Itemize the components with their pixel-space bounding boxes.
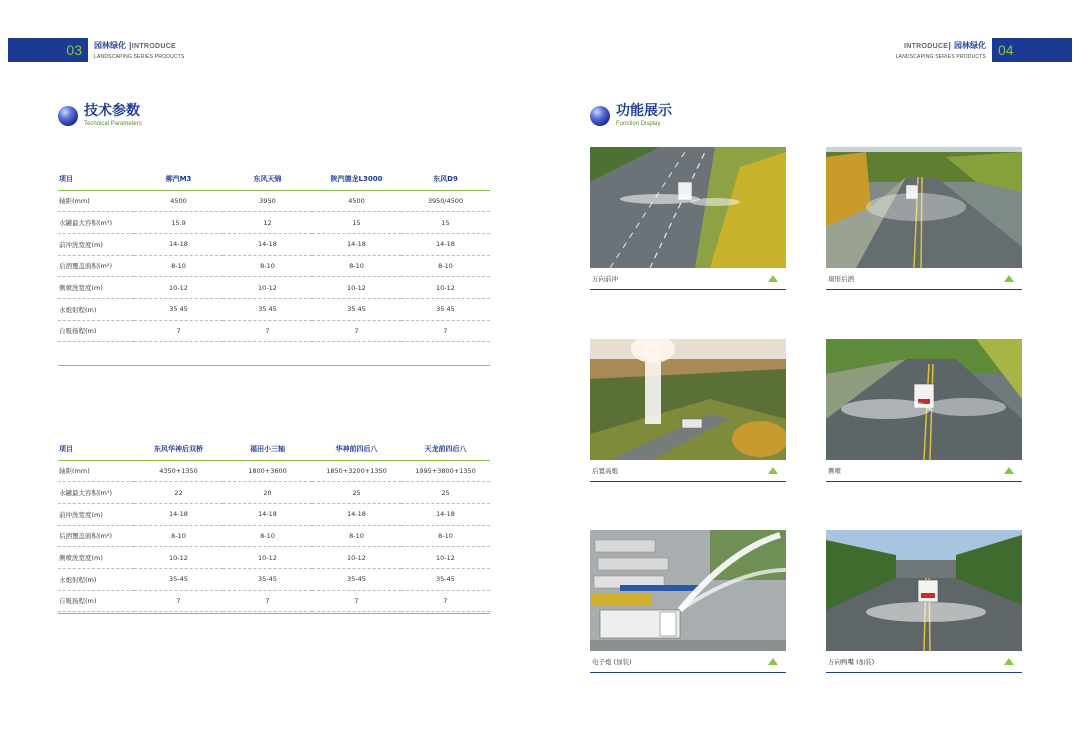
table-1-bottom-rule: [58, 365, 490, 366]
scene-illustration: [826, 339, 1022, 460]
value-cell: 14-18: [401, 503, 490, 525]
header-title: [94, 40, 184, 52]
value-cell: 1995+3800+1350: [401, 460, 490, 482]
value-cell: 8-10: [223, 255, 312, 277]
value-cell: 8-10: [312, 255, 401, 277]
value-cell: 35-45: [401, 568, 490, 590]
value-cell: 10-12: [134, 547, 223, 569]
value-cell: 7: [401, 590, 490, 612]
value-cell: 10-12: [312, 547, 401, 569]
row-label-cell: 轴距(mm): [58, 460, 134, 482]
table-header-cell: 天龙前四后八: [401, 438, 490, 460]
value-cell: 7: [401, 320, 490, 342]
header-title-en: INTRODUCE: [903, 43, 949, 50]
function-display-heading: [590, 102, 672, 127]
row-label-cell: 水炮射程(m): [58, 568, 134, 590]
triangle-marker-icon: [1004, 275, 1014, 282]
value-cell: 10-12: [223, 547, 312, 569]
value-cell: 7: [312, 590, 401, 612]
table-header-cell: 东风天锦: [223, 168, 312, 190]
function-card: [590, 339, 786, 482]
function-photo: [590, 339, 786, 460]
caption-row: [826, 460, 1022, 482]
value-cell: 35-45: [312, 568, 401, 590]
table-header-cell: 柳汽M3: [134, 168, 223, 190]
value-cell: 3950/4500: [401, 190, 490, 212]
table-header-cell: 项目: [58, 168, 134, 190]
value-cell: 35 45: [401, 298, 490, 320]
table-row: [58, 298, 490, 320]
spec-table-2: [58, 438, 490, 612]
value-cell: 15.9: [134, 212, 223, 234]
table-2-bottom-rule: [58, 613, 490, 614]
table-header-cell: 东风D9: [401, 168, 490, 190]
function-caption: 扇形后洒: [828, 275, 854, 283]
header-title-cn: 园林绿化: [954, 41, 986, 50]
value-cell: 35 45: [312, 298, 401, 320]
page-number: 04: [998, 42, 1014, 58]
value-cell: 35-45: [223, 568, 312, 590]
header-text: [890, 38, 992, 60]
triangle-marker-icon: [1004, 658, 1014, 665]
row-label-cell: 水罐最大容积(m³): [58, 482, 134, 504]
table-header-cell: 项目: [58, 438, 134, 460]
caption-row: [590, 460, 786, 482]
page-number: 03: [66, 42, 82, 58]
value-cell: 20: [223, 482, 312, 504]
function-photo: [826, 147, 1022, 268]
value-cell: 12: [223, 212, 312, 234]
function-caption: 万向前冲: [592, 275, 618, 283]
row-label-cell: 水罐最大容积(m³): [58, 212, 134, 234]
table-row: [58, 547, 490, 569]
header-title-cn: 园林绿化: [94, 41, 126, 50]
right-page-header: [890, 38, 1072, 62]
value-cell: 35-45: [134, 568, 223, 590]
table-header-row: [58, 168, 490, 190]
value-cell: 15: [312, 212, 401, 234]
section-subtitle: Technical Parameters: [84, 121, 142, 127]
caption-row: [826, 268, 1022, 290]
row-label-cell: 前冲洗宽度(m): [58, 503, 134, 525]
header-text: [88, 38, 190, 60]
row-label-cell: 自吸扬程(m): [58, 320, 134, 342]
value-cell: 4350+1350: [134, 460, 223, 482]
value-cell: 10-12: [134, 277, 223, 299]
value-cell: 10-12: [401, 547, 490, 569]
value-cell: 10-12: [223, 277, 312, 299]
value-cell: 35 45: [223, 298, 312, 320]
row-label-cell: 侧喷洗宽度(m): [58, 547, 134, 569]
table-header-cell: 陕汽德龙L3000: [312, 168, 401, 190]
caption-row: [826, 651, 1022, 673]
header-separator: |: [128, 41, 132, 50]
value-cell: 14-18: [134, 503, 223, 525]
scene-illustration: [590, 147, 786, 268]
scene-illustration: [826, 530, 1022, 651]
row-label-cell: 轴距(mm): [58, 190, 134, 212]
section-title: 技术参数: [84, 103, 140, 119]
value-cell: 8-10: [134, 255, 223, 277]
value-cell: 7: [134, 590, 223, 612]
value-cell: 25: [401, 482, 490, 504]
header-subtitle: LANDSCAPING SERIES PRODUCTS: [94, 54, 185, 60]
row-label-cell: 水炮射程(m): [58, 298, 134, 320]
triangle-marker-icon: [768, 275, 778, 282]
value-cell: 22: [134, 482, 223, 504]
section-title: 功能展示: [616, 103, 672, 119]
function-caption: 后置高炮: [592, 467, 618, 475]
row-label-cell: 后洒覆盖面积(m²): [58, 525, 134, 547]
table-row: [58, 482, 490, 504]
header-title: [896, 40, 986, 52]
table-row: [58, 460, 490, 482]
value-cell: 14-18: [312, 233, 401, 255]
function-card: [590, 530, 786, 673]
table-row: [58, 525, 490, 547]
row-label-cell: 侧喷洗宽度(m): [58, 277, 134, 299]
page-number-badge: [992, 38, 1072, 62]
sphere-bullet-icon: [590, 106, 610, 126]
triangle-marker-icon: [768, 658, 778, 665]
value-cell: 10-12: [401, 277, 490, 299]
triangle-marker-icon: [768, 467, 778, 474]
scene-illustration: [826, 147, 1022, 268]
sphere-bullet-icon: [58, 106, 78, 126]
table-header-cell: 福田小三轴: [223, 438, 312, 460]
header-title-en: INTRODUCE: [131, 43, 177, 50]
function-card: [590, 147, 786, 290]
table-row: [58, 277, 490, 299]
value-cell: 15: [401, 212, 490, 234]
value-cell: 14-18: [134, 233, 223, 255]
function-card: [826, 339, 1022, 482]
table-row: [58, 590, 490, 612]
value-cell: 14-18: [401, 233, 490, 255]
value-cell: 7: [134, 320, 223, 342]
value-cell: 8-10: [401, 525, 490, 547]
value-cell: 1850+3200+1350: [312, 460, 401, 482]
value-cell: 8-10: [134, 525, 223, 547]
function-caption: 侧喷: [828, 467, 841, 475]
table-row: [58, 190, 490, 212]
value-cell: 14-18: [223, 233, 312, 255]
value-cell: 4500: [312, 190, 401, 212]
scene-illustration: [590, 339, 786, 460]
function-card: [826, 147, 1022, 290]
table-row: [58, 568, 490, 590]
table-row: [58, 212, 490, 234]
value-cell: 35 45: [134, 298, 223, 320]
value-cell: 3950: [223, 190, 312, 212]
value-cell: 7: [223, 320, 312, 342]
caption-row: [590, 651, 786, 673]
value-cell: 14-18: [223, 503, 312, 525]
function-photo: [826, 339, 1022, 460]
function-caption: 电子炮 (加装): [592, 658, 632, 666]
page-number-badge: [8, 38, 88, 62]
header-subtitle: LANDSCAPING SERIES PRODUCTS: [895, 54, 986, 60]
function-card: [826, 530, 1022, 673]
value-cell: 10-12: [312, 277, 401, 299]
left-page-header: [8, 38, 190, 62]
table-header-row: [58, 438, 490, 460]
section-subtitle: Function Display: [616, 121, 661, 127]
function-photo: [590, 147, 786, 268]
value-cell: 8-10: [312, 525, 401, 547]
table-row: [58, 503, 490, 525]
value-cell: 14-18: [312, 503, 401, 525]
function-photo: [590, 530, 786, 651]
spec-table-1: [58, 168, 490, 342]
table-row: [58, 320, 490, 342]
triangle-marker-icon: [1004, 467, 1014, 474]
table-header-cell: 东风华神后双桥: [134, 438, 223, 460]
scene-illustration: [590, 530, 786, 651]
table-row: [58, 255, 490, 277]
header-separator: |: [948, 41, 952, 50]
function-caption: 万向鸭嘴 (加装): [828, 658, 875, 666]
tech-params-heading: [58, 102, 142, 127]
value-cell: 8-10: [223, 525, 312, 547]
value-cell: 8-10: [401, 255, 490, 277]
table-row: [58, 233, 490, 255]
table-header-cell: 华神前四后八: [312, 438, 401, 460]
row-label-cell: 自吸扬程(m): [58, 590, 134, 612]
row-label-cell: 后洒覆盖面积(m²): [58, 255, 134, 277]
value-cell: 7: [223, 590, 312, 612]
function-photo: [826, 530, 1022, 651]
row-label-cell: 前冲洗宽度(m): [58, 233, 134, 255]
caption-row: [590, 268, 786, 290]
value-cell: 25: [312, 482, 401, 504]
value-cell: 1800+3600: [223, 460, 312, 482]
value-cell: 7: [312, 320, 401, 342]
value-cell: 4500: [134, 190, 223, 212]
